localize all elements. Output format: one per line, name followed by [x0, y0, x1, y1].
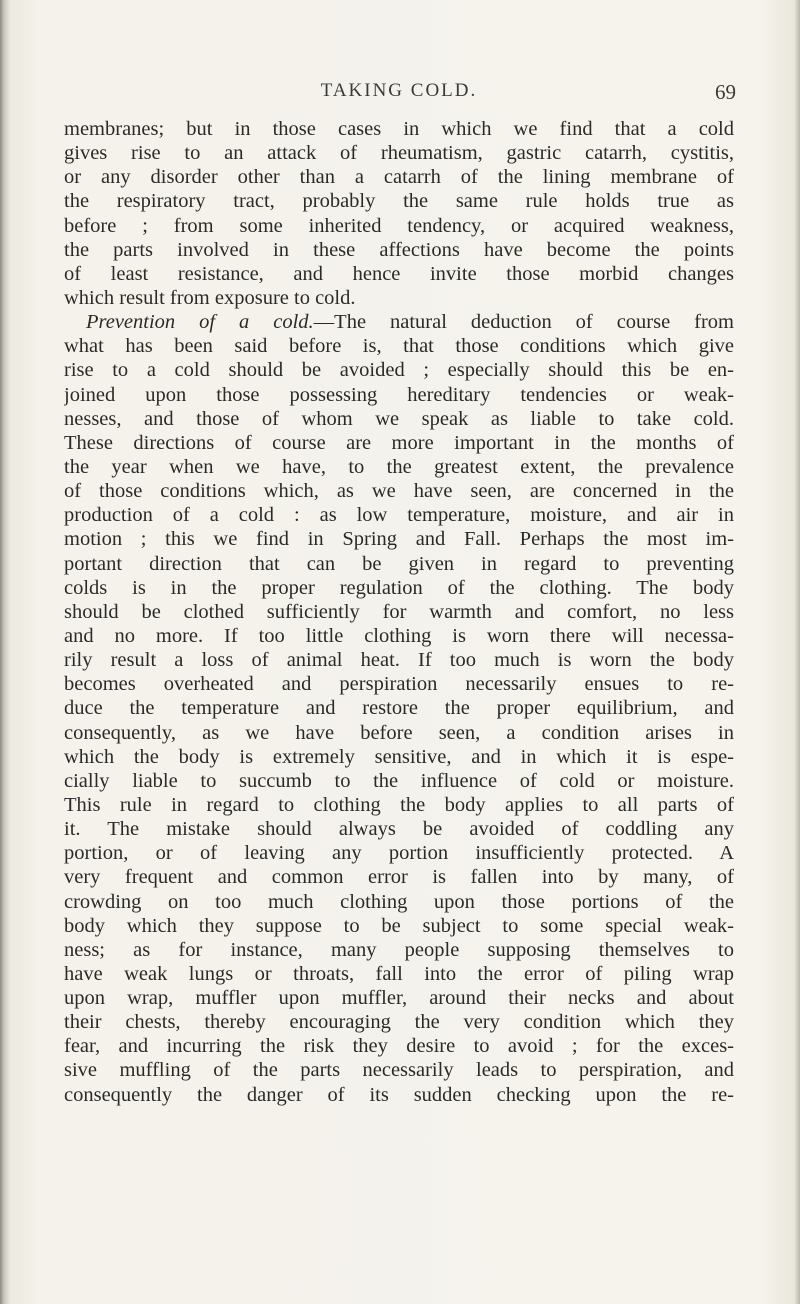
text-line: joined upon those possessing hereditary tendencies or weak- — [64, 383, 734, 406]
text-line: portant direction that can be given in regard to preventing — [64, 552, 734, 575]
running-head: TAKING COLD. — [320, 80, 478, 101]
section-heading: Prevention of a cold. — [86, 311, 314, 334]
page-number: 69 — [715, 80, 736, 104]
text-line: of those conditions which, as we have seen, are concerned in the — [64, 480, 734, 503]
page-gutter-shadow — [0, 0, 10, 1304]
text-line: becomes overheated and perspiration necessarily ensues to re- — [64, 673, 734, 696]
text-line: before ; from some inherited tendency, or acquired weakness, — [64, 214, 734, 237]
page-header — [62, 80, 736, 110]
text-line: should be clothed sufficiently for warmth and comfort, no less — [64, 600, 734, 623]
text-line: production of a cold : as low temperature, moisture, and air in — [64, 504, 734, 527]
text-line: colds is in the proper regulation of the clothing. The body — [64, 576, 734, 599]
text-line: which the body is extremely sensitive, and in which it is espe- — [64, 745, 734, 768]
text-line: the parts involved in these affections have become the points — [64, 238, 734, 261]
text-line: the respiratory tract, probably the same rule holds true as — [64, 190, 734, 213]
text-line: the year when we have, to the greatest extent, the prevalence — [64, 455, 734, 478]
text-line: consequently the danger of its sudden checking upon the re- — [64, 1083, 734, 1106]
text-line: it. The mistake should always be avoided of coddling any — [64, 818, 734, 841]
text-line: of least resistance, and hence invite those morbid changes — [64, 262, 734, 285]
text-line: These directions of course are more important in the months of — [64, 431, 734, 454]
text-line: nesses, and those of whom we speak as liable to take cold. — [64, 407, 734, 430]
text-line: portion, or of leaving any portion insufficiently protected. A — [64, 842, 734, 865]
paragraph-heading-line — [64, 310, 734, 334]
text-line: fear, and incurring the risk they desire to avoid ; for the exces- — [64, 1035, 734, 1058]
text-line: This rule in regard to clothing the body applies to all parts of — [64, 793, 734, 816]
text-line: cially liable to succumb to the influence of cold or moisture. — [64, 769, 734, 792]
text-line: which result from exposure to cold. — [64, 286, 356, 309]
text-line: very frequent and common error is fallen into by many, of — [64, 866, 734, 889]
text-line: membranes; but in those cases in which we find that a cold — [64, 118, 734, 140]
text-line: duce the temperature and restore the proper equilibrium, and — [64, 697, 734, 720]
page-edge-shadow — [794, 0, 800, 1304]
text-line: their chests, thereby encouraging the very condition which they — [64, 1011, 734, 1034]
text-line: upon wrap, muffler upon muffler, around their necks and about — [64, 987, 734, 1010]
text-line: crowding on too much clothing upon those portions of the — [64, 890, 734, 913]
text-line: rise to a cold should be avoided ; especially should this be en- — [64, 359, 734, 382]
text-line: motion ; this we find in Spring and Fall. Perhaps the most im- — [64, 528, 734, 551]
text-line: what has been said before is, that those conditions which give — [64, 335, 734, 358]
text-line: ness; as for instance, many people supposing themselves to — [64, 938, 734, 961]
text-line: consequently, as we have before seen, a condition arises in — [64, 721, 734, 744]
text-line: rily result a loss of animal heat. If too much is worn the body — [64, 649, 734, 672]
text-line: sive muffling of the parts necessarily leads to perspiration, and — [64, 1059, 734, 1082]
text-line: or any disorder other than a catarrh of the lining membrane of — [64, 166, 734, 189]
text-line: gives rise to an attack of rheumatism, gastric catarrh, cystitis, — [64, 142, 734, 165]
heading-line-text: —The natural deduction of course from — [313, 311, 734, 334]
text-line: and no more. If too little clothing is worn there will necessa- — [64, 624, 734, 647]
body-text — [64, 117, 734, 1107]
text-line: body which they suppose to be subject to some special weak- — [64, 914, 734, 937]
text-line: have weak lungs or throats, fall into the error of piling wrap — [64, 962, 734, 985]
